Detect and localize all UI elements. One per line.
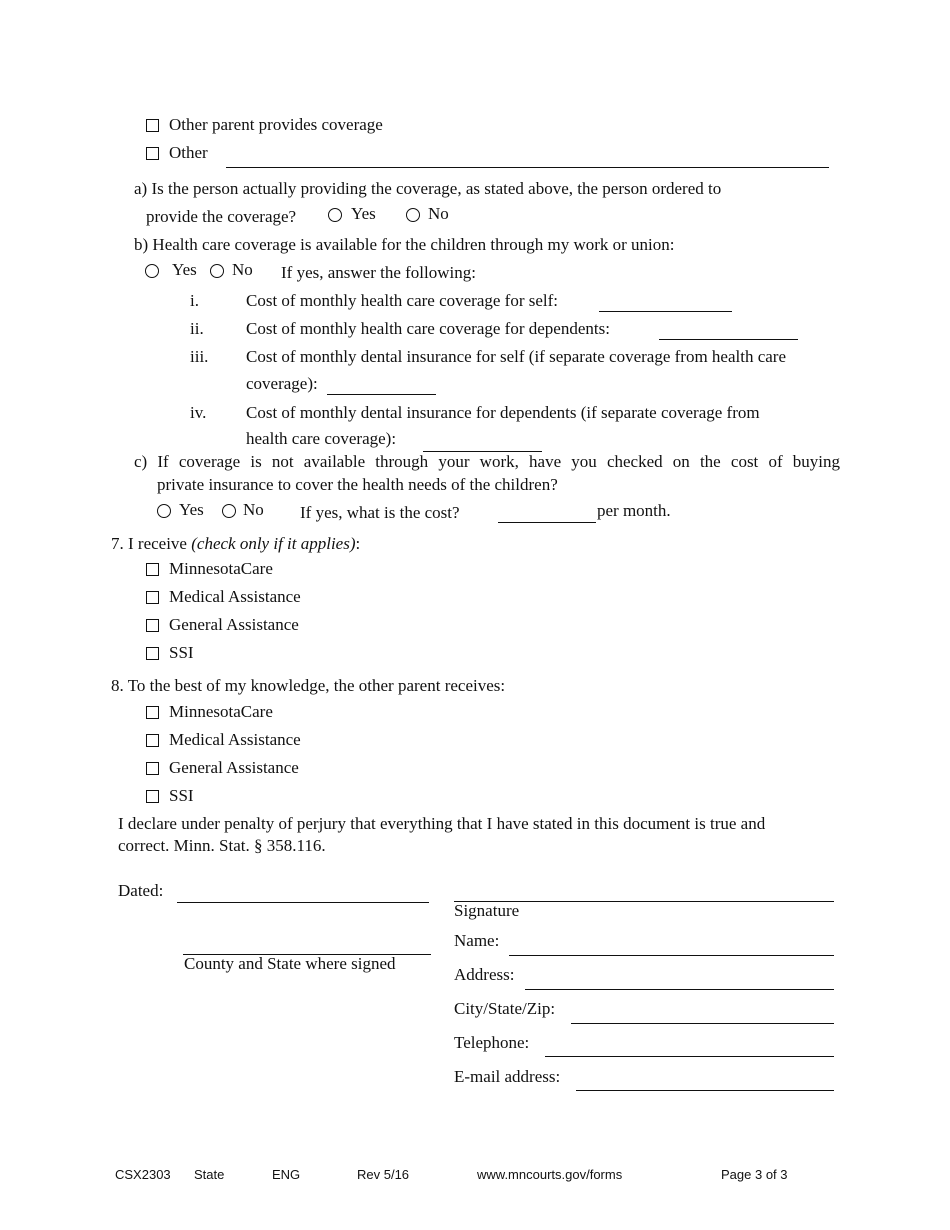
question-b-no-radio[interactable] <box>210 264 224 278</box>
city-state-zip-label: City/State/Zip: <box>454 999 556 1018</box>
item-iii-field[interactable] <box>327 394 436 395</box>
s8-general-assistance-label: General Assistance <box>169 758 299 777</box>
question-a-line1: a) Is the person actually providing the coverage, as stated above, the person ordered to <box>134 179 722 198</box>
telephone-label: Telephone: <box>454 1033 530 1052</box>
s8-medical-assistance-label: Medical Assistance <box>169 730 301 749</box>
footer-url[interactable]: www.mncourts.gov/forms <box>477 1167 623 1182</box>
question-b-yes-radio[interactable] <box>145 264 159 278</box>
item-ii-field[interactable] <box>659 339 798 340</box>
s8-general-assistance-checkbox[interactable] <box>146 762 159 775</box>
s7-general-assistance-checkbox[interactable] <box>146 619 159 632</box>
item-ii-number: ii. <box>190 319 204 338</box>
s7-minnesotacare-label: MinnesotaCare <box>169 559 273 578</box>
question-c-if-yes: If yes, what is the cost? <box>300 503 460 522</box>
footer-revision: Rev 5/16 <box>357 1167 410 1182</box>
question-c-line2: private insurance to cover the health needs of the children? <box>157 475 558 494</box>
signature-label: Signature <box>454 901 520 920</box>
other-coverage-label: Other <box>169 143 208 162</box>
s8-minnesotacare-checkbox[interactable] <box>146 706 159 719</box>
s7-medical-assistance-label: Medical Assistance <box>169 587 301 606</box>
footer-page-number: Page 3 of 3 <box>721 1167 788 1182</box>
item-iv-line2: health care coverage): <box>246 429 397 448</box>
s8-minnesotacare-label: MinnesotaCare <box>169 702 273 721</box>
address-field[interactable] <box>525 989 834 990</box>
s8-medical-assistance-checkbox[interactable] <box>146 734 159 747</box>
question-a-no-radio[interactable] <box>406 208 420 222</box>
s8-ssi-label: SSI <box>169 786 194 805</box>
section-7-title: 7. I receive (check only if it applies): <box>111 534 361 553</box>
item-iii-line1: Cost of monthly dental insurance for self (if separate coverage from health care <box>246 347 786 366</box>
item-iii-number: iii. <box>190 347 209 366</box>
question-a-yes-label: Yes <box>351 204 376 223</box>
declaration-line2: correct. Minn. Stat. § 358.116. <box>118 836 326 855</box>
county-state-label: County and State where signed <box>184 954 396 973</box>
s7-ssi-label: SSI <box>169 643 194 662</box>
email-label: E-mail address: <box>454 1067 561 1086</box>
question-b-yes-label: Yes <box>172 260 197 279</box>
email-field[interactable] <box>576 1090 834 1091</box>
s7-general-assistance-label: General Assistance <box>169 615 299 634</box>
footer-form-code: CSX2303 <box>115 1167 171 1182</box>
dated-label: Dated: <box>118 881 164 900</box>
other-parent-coverage-label: Other parent provides coverage <box>169 115 383 134</box>
item-i-text: Cost of monthly health care coverage for self: <box>246 291 559 310</box>
item-i-number: i. <box>190 291 199 310</box>
city-state-zip-field[interactable] <box>571 1023 834 1024</box>
item-iv-number: iv. <box>190 403 207 422</box>
s7-ssi-checkbox[interactable] <box>146 647 159 660</box>
other-coverage-checkbox[interactable] <box>146 147 159 160</box>
item-i-field[interactable] <box>599 311 732 312</box>
s8-ssi-checkbox[interactable] <box>146 790 159 803</box>
question-a-no-label: No <box>428 204 449 223</box>
declaration-line1: I declare under penalty of perjury that everything that I have stated in this document is true and <box>118 814 766 833</box>
name-field[interactable] <box>509 955 834 956</box>
question-a-line2: provide the coverage? <box>146 207 297 226</box>
s7-minnesotacare-checkbox[interactable] <box>146 563 159 576</box>
per-month-label: per month. <box>597 501 671 520</box>
question-b-if-yes: If yes, answer the following: <box>281 263 476 282</box>
question-a-yes-radio[interactable] <box>328 208 342 222</box>
other-coverage-field[interactable] <box>226 167 829 168</box>
address-label: Address: <box>454 965 515 984</box>
footer-language: ENG <box>272 1167 301 1182</box>
cost-field[interactable] <box>498 522 596 523</box>
dated-field[interactable] <box>177 902 429 903</box>
item-iv-line1: Cost of monthly dental insurance for dependents (if separate coverage from <box>246 403 760 422</box>
item-iii-line2: coverage): <box>246 374 318 393</box>
section-8-title: 8. To the best of my knowledge, the other parent receives: <box>111 676 506 695</box>
question-c-no-radio[interactable] <box>222 504 236 518</box>
s7-medical-assistance-checkbox[interactable] <box>146 591 159 604</box>
question-c-yes-radio[interactable] <box>157 504 171 518</box>
question-c-line1: c) If coverage is not available through your work, have you checked on the cost of buying <box>134 452 840 471</box>
question-c-yes-label: Yes <box>179 500 204 519</box>
name-label: Name: <box>454 931 500 950</box>
item-ii-text: Cost of monthly health care coverage for dependents: <box>246 319 610 338</box>
question-c-no-label: No <box>243 500 264 519</box>
question-b-text: b) Health care coverage is available for the children through my work or union: <box>134 235 675 254</box>
footer-category: State <box>194 1167 225 1182</box>
other-parent-coverage-checkbox[interactable] <box>146 119 159 132</box>
question-b-no-label: No <box>232 260 253 279</box>
telephone-field[interactable] <box>545 1056 834 1057</box>
